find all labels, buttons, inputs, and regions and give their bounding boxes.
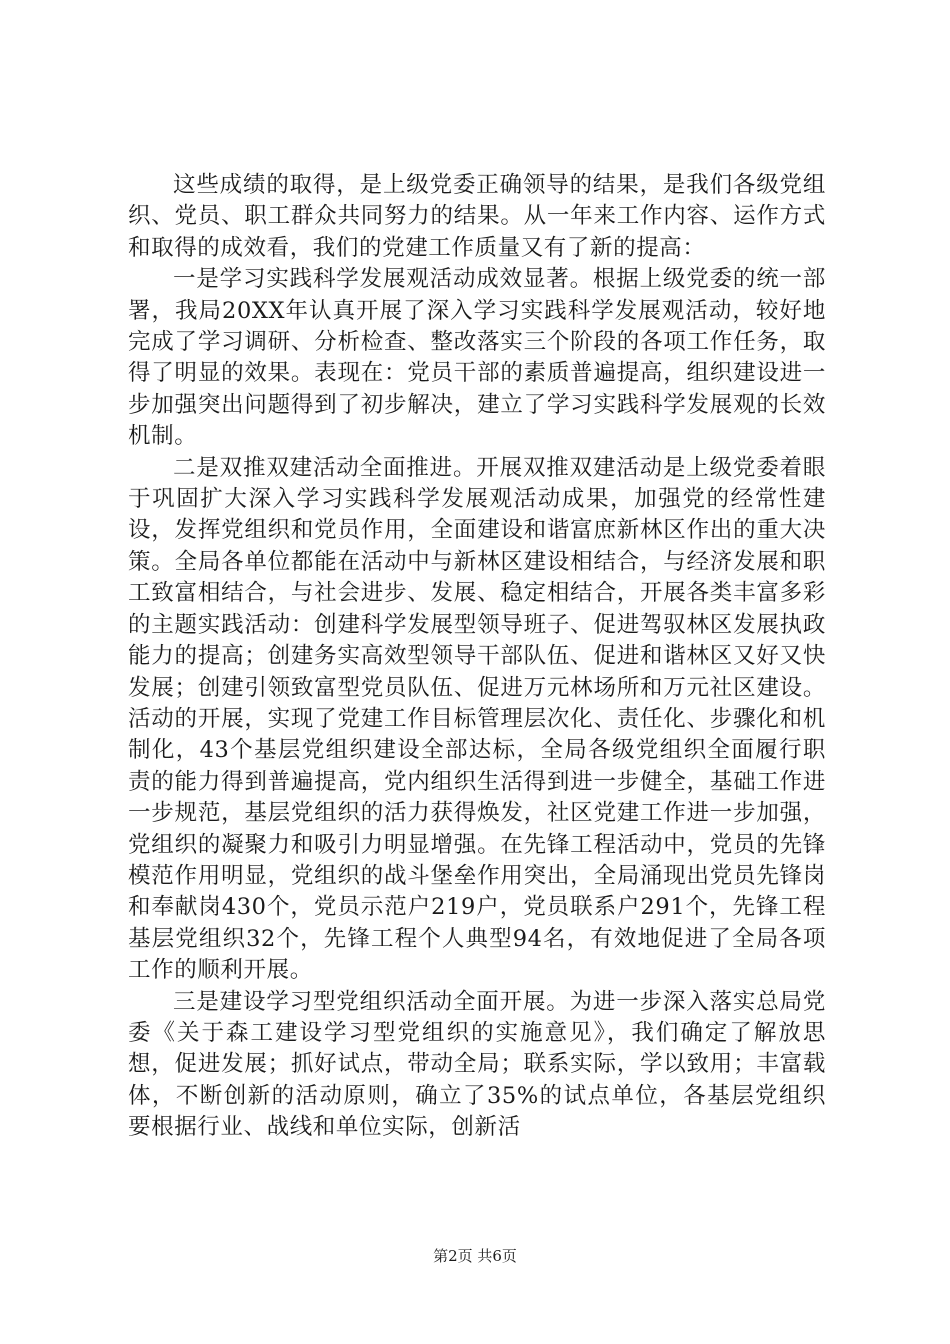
paragraph-intro: 这些成绩的取得，是上级党委正确领导的结果，是我们各级党组织、党员、职工群众共同努力的结果。从一年来工作内容、运作方式和取得的成效看，我们的党建工作质量又有了新的提高： (128, 172, 826, 261)
document-body (128, 170, 826, 1144)
page-number-label: 第2页 共6页 (433, 1247, 517, 1265)
paragraph-point-one: 一是学习实践科学发展观活动成效显著。根据上级党委的统一部署，我局20XX年认真开展了深入学习实践科学发展观活动，较好地完成了学习调研、分析检查、整改落实三个阶段的各项工作任务，取得了明显的效果。表现在：党员干部的素质普遍提高，组织建设进一步加强突出问题得到了初步解决，建立了学习实践科学发展观的长效机制。 (128, 266, 826, 450)
paragraph-point-three: 三是建设学习型党组织活动全面开展。为进一步深入落实总局党委《关于森工建设学习型党组织的实施意见》，我们确定了解放思想，促进发展；抓好试点，带动全局；联系实际，学以致用；丰富载体，不断创新的活动原则，确立了35%的试点单位，各基层党组织要根据行业、战线和单位实际，创新活 (128, 988, 826, 1141)
paragraph-point-two: 二是双推双建活动全面推进。开展双推双建活动是上级党委着眼于巩固扩大深入学习实践科学发展观活动成果，加强党的经常性建设，发挥党组织和党员作用，全面建设和谐富庶新林区作出的重大决策。全局各单位都能在活动中与新林区建设相结合，与经济发展和职工致富相结合，与社会进步、发展、稳定相结合，开展各类丰富多彩的主题实践活动：创建科学发展型领导班子、促进驾驭林区发展执政能力的提高；创建务实高效型领导干部队伍、促进和谐林区又好又快发展；创建引领致富型党员队伍、促进万元林场所和万元社区建设。活动的开展，实现了党建工作目标管理层次化、责任化、步骤化和机制化，43个基层党组织建设全部达标，全局各级党组织全面履行职责的能力得到普遍提高，党内组织生活得到进一步健全，基础工作进一步规范，基层党组织的活力获得焕发，社区党建工作进一步加强，党组织的凝聚力和吸引力明显增强。在先锋工程活动中，党员的先锋模范作用明显，党组织的战斗堡垒作用突出，全局涌现出党员先锋岗和奉献岗430个，党员示范户219户，党员联系户291个，先锋工程基层党组织32个，先锋工程个人典型94名，有效地促进了全局各项工作的顺利开展。 (128, 454, 826, 984)
page-footer (0, 1245, 950, 1266)
